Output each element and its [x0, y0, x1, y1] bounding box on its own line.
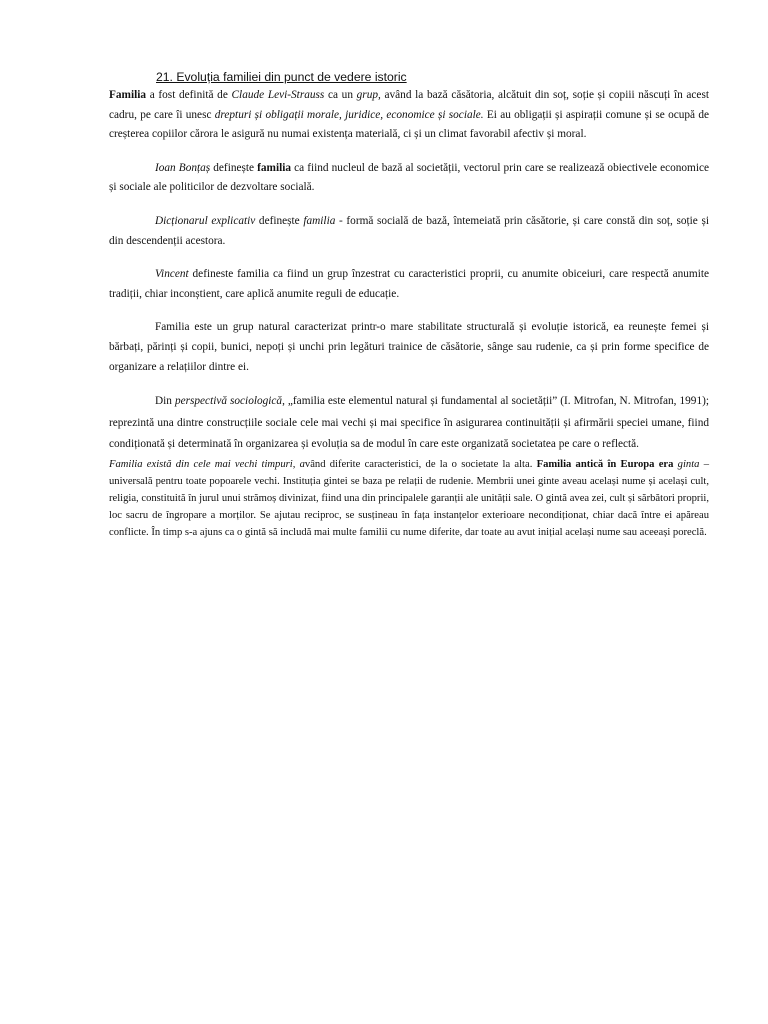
italic-text-run: drepturi și obligații morale, juridice, economice și sociale. — [214, 108, 484, 121]
italic-text-run: familia — [303, 214, 336, 227]
text-run: a fost definită de — [146, 89, 232, 101]
paragraph-dictionary — [109, 212, 709, 251]
text-run: având la bază căsătoria, alcătuit din soț, soție și copiii născuți în acest cadru, pe care îi unesc — [109, 89, 709, 121]
italic-text-run: Ioan Bonțaș — [155, 161, 211, 174]
text-run: defineste familia ca fiind un grup înzestrat cu caracteristici proprii, cu anumite obiceiuri, care respectă anumite tradiții, chiar inconștient, care aplică anumite reguli de educație. — [109, 268, 709, 300]
italic-text-run: ginta — [677, 458, 700, 470]
italic-text-run: perspectivă sociologică — [174, 395, 283, 408]
italic-text-run: grup, — [356, 89, 381, 101]
italic-text-run: Dicționarul explicativ — [155, 214, 256, 227]
text-run: definește — [210, 161, 258, 174]
paragraph-bontas — [109, 159, 709, 198]
italic-text-run: Claude Levi-Strauss — [231, 89, 325, 101]
text-run: Din — [155, 395, 175, 408]
text-run: definește — [255, 214, 304, 227]
page-title: 21. Evoluția familiei din punct de vedere istoric — [156, 70, 407, 84]
bold-text-run: familia — [257, 161, 292, 174]
paragraph-vincent — [109, 265, 709, 304]
text-run: – universală pentru toate popoarele vechi. Instituția gintei se baza pe relații de rudenie. Membrii unei ginte aveau același nume și același cult, religia, constituită în jurul unui strămoș divinizat, fiind una din principalele garanții ale unității sale. O gintă avea zei, cult și sărbători proprii, loc sacru de îngropare a morților. Se ajutau reciproc, se susțineau în fața instanțelor exterioare necondiționat, chiar dacă între ei apăreau conflicte. În timp s-a ajuns ca o gintă să includă mai multe familii cu nume diferite, dar toate au avut inițial același nume sau aceeași poreclă. — [109, 458, 709, 538]
paragraph-sociological — [109, 391, 709, 456]
text-run: ca un — [324, 89, 357, 101]
text-run: , „familia este elementul natural și fundamental al societății” (I. Mitrofan, N. Mitrofan, 1991); reprezintă una dintre construcțiile sociale cele mai vechi și mai specifice în asigurarea continuității și afirmării speciei umane, fiind condiționată și determinată în organizarea și evoluția sa de modul în care este organizată societatea pe care o reflectă. — [109, 395, 709, 451]
text-run: Ei au obligații și aspirații comune și se ocupă de creșterea copiilor cărora le asigură nu numai existența materială, ci și un climat favorabil afectiv și moral. — [109, 108, 709, 141]
text-run: vând diferite caracteristici, de la o societate la alta. — [304, 458, 537, 470]
text-run: - formă socială de bază, întemeiată prin căsătorie, și care constă din soț, soție și din descendenții acestora. — [109, 214, 709, 247]
italic-text-run: Familia există din cele mai vechi timpuri, a — [109, 458, 305, 470]
italic-text-run: Vincent — [155, 268, 189, 281]
paragraph-ginta — [109, 456, 709, 541]
document-page — [109, 68, 709, 541]
paragraph-levi-strauss — [109, 86, 709, 145]
bold-text-run: Familia antică în Europa era — [536, 458, 674, 470]
text-run: Familia este un grup natural caracterizat printr-o mare stabilitate structurală și evoluție istorică, ea reunește femei și bărbați, părinți și copii, bunici, nepoți și unchi prin legături trainice de căsătorie, sânge sau rudenie, ca și prin forme specifice de organizare a relațiilor dintre ei. — [109, 321, 709, 373]
bold-text-run: Familia — [109, 89, 147, 101]
text-run: ca fiind nucleul de bază al societății, vectorul prin care se realizează obiectivele economice și sociale ale politicilor de dezvoltare socială. — [109, 161, 709, 194]
paragraph-natural-group — [109, 318, 709, 377]
